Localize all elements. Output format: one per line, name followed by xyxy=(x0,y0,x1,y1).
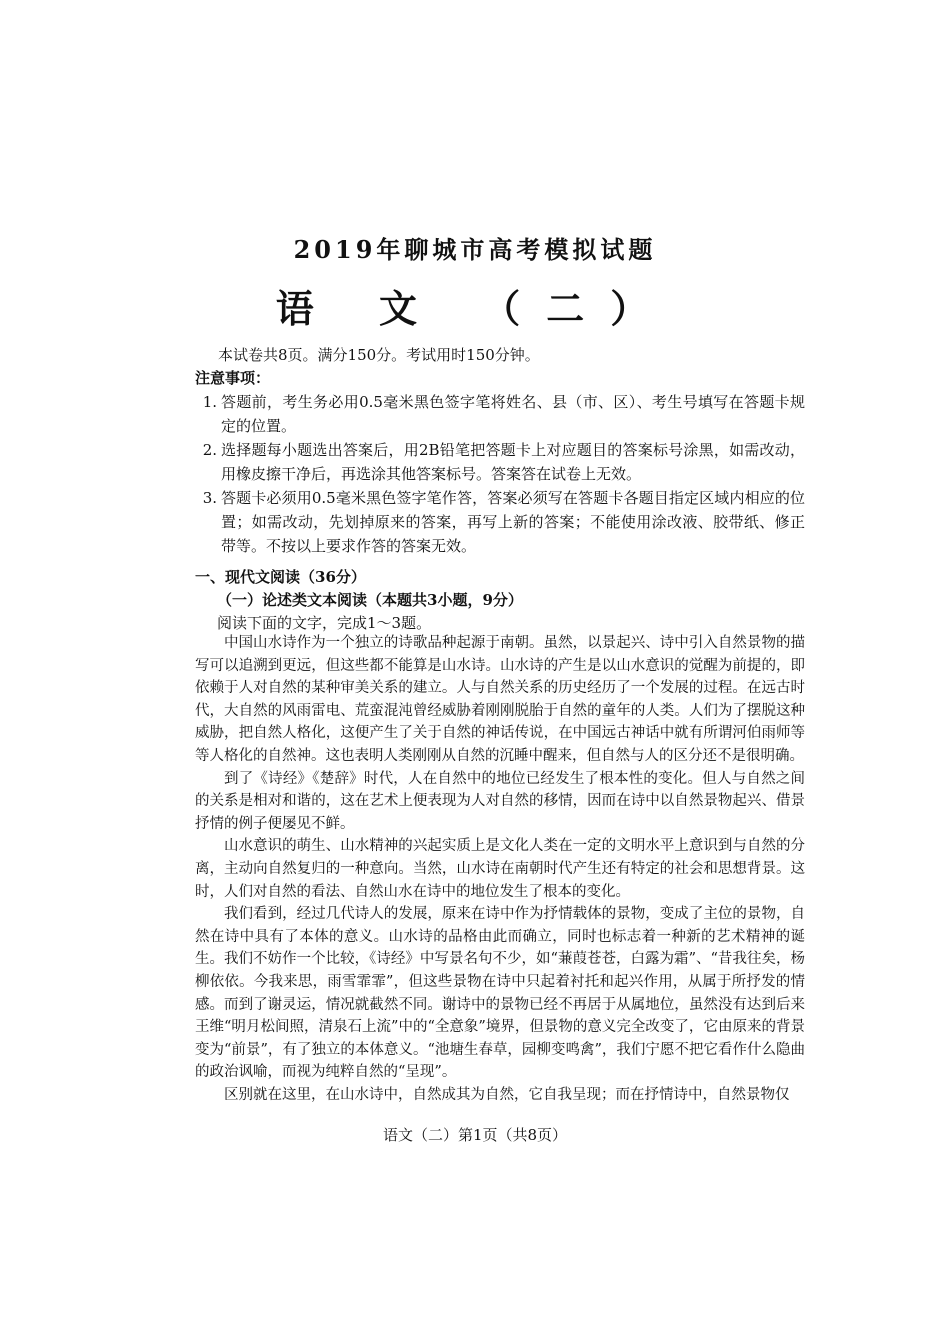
exam-info: 本试卷共8页。满分150分。考试用时150分钟。 xyxy=(218,346,540,364)
subsection-heading: （一）论述类文本阅读（本题共3小题，9分） xyxy=(217,591,523,609)
notice-item xyxy=(195,390,805,438)
notice-item xyxy=(195,438,805,486)
page-footer: 语文（二）第1页（共8页） xyxy=(382,1126,568,1144)
notice-item-number: 1. xyxy=(202,393,217,411)
section-heading: 一、现代文阅读（36分） xyxy=(195,568,366,586)
passage-paragraph: 山水意识的萌生、山水精神的兴起实质上是文化人类在一定的文明水平上意识到与自然的分离，主动向自然复归的一种意向。当然，山水诗在南朝时代产生还有特定的社会和思想背景。这时，人们对自然的看法、自然山水在诗中的地位发生了根本的变化。 xyxy=(195,838,805,900)
notice-item-text: 答题卡必须用0.5毫米黑色签字笔作答，答案必须写在答题卡各题目指定区域内相应的位置；如需改动，先划掉原来的答案，再写上新的答案；不能使用涂改液、胶带纸、修正带等。不按以上要求作答的答案无效。 xyxy=(221,489,805,555)
passage-paragraph: 中国山水诗作为一个独立的诗歌品种起源于南朝。虽然，以景起兴、诗中引入自然景物的描写可以追溯到更远，但这些都不能算是山水诗。山水诗的产生是以山水意识的觉醒为前提的，即依赖于人对自然的某种审美关系的建立。人与自然关系的历史经历了一个发展的过程。在远古时代，大自然的风雨雷电、荒蛮混沌曾经威胁着刚刚脱胎于自然的童年的人类。人们为了摆脱这种威胁，把自然人格化，这便产生了关于自然的神话传说，在中国远古神话中就有所谓河伯雨师等等人格化的自然神。这也表明人类刚刚从自然的沉睡中醒来，但自然与人的区分还不是很明确。 xyxy=(195,635,805,764)
notice-list xyxy=(195,390,805,558)
notice-item-number: 3. xyxy=(202,489,217,507)
passage-paragraph: 区别就在这里，在山水诗中，自然成其为自然，它自我呈现；而在抒情诗中，自然景物仅 xyxy=(224,1086,790,1103)
notice-heading: 注意事项： xyxy=(195,369,271,387)
reading-passage xyxy=(195,632,805,1106)
passage-paragraph: 我们看到，经过几代诗人的发展，原来在诗中作为抒情载体的景物，变成了主位的景物，自然在诗中具有了本体的意义。山水诗的品格由此而确立，同时也标志着一种新的艺术精神的诞生。我们不妨作一个比较，《诗经》中写景名句不少，如“蒹葭苍苍，白露为霜”、“昔我往矣，杨柳依依。今我来思，雨雪霏霏”，但这些景物在诗中只起着衬托和起兴作用，从属于所抒发的情感。而到了谢灵运，情况就截然不同。谢诗中的景物已经不再居于从属地位，虽然没有达到后来王维“明月松间照，清泉石上流”中的“全意象”境界，但景物的意义完全改变了，它由原来的背景变为“前景”，有了独立的本体意义。“池塘生春草，园柳变鸣禽”，我们宁愿不把它看作什么隐曲的政治讽喻，而视为纯粹自然的“呈现”。 xyxy=(195,906,805,1081)
passage-paragraph: 到了《诗经》《楚辞》时代，人在自然中的地位已经发生了根本性的变化。但人与自然之间的关系是相对和谐的，这在艺术上便表现为人对自然的移情，因而在诗中以自然景物起兴、借景抒情的例子便屡见不鲜。 xyxy=(195,770,805,832)
notice-item xyxy=(195,486,805,558)
notice-item-text: 答题前，考生务必用0.5毫米黑色签字笔将姓名、县（市、区）、考生号填写在答题卡规定的位置。 xyxy=(221,393,805,435)
exam-title: 2019年聊城市高考模拟试题 xyxy=(293,235,657,264)
notice-item-number: 2. xyxy=(202,441,217,459)
subject-title: 语 文 （二） xyxy=(275,286,675,331)
notice-item-text: 选择题每小题选出答案后，用2B铅笔把答题卡上对应题目的答案标号涂黑，如需改动，用橡皮擦干净后，再选涂其他答案标号。答案答在试卷上无效。 xyxy=(221,441,805,483)
reading-instruction: 阅读下面的文字，完成1～3题。 xyxy=(217,614,432,632)
